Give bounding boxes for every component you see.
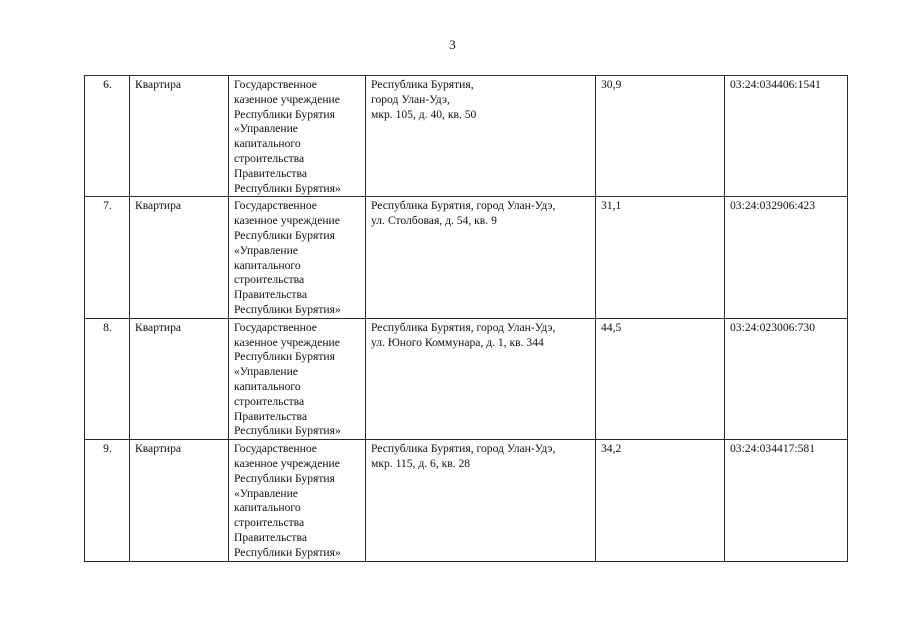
owner-line: Государственное bbox=[234, 199, 317, 213]
owner-line: капитального bbox=[234, 258, 301, 272]
object-type: Квартира bbox=[130, 318, 229, 439]
table-row bbox=[85, 318, 848, 439]
address-line: мкр. 115, д. 6, кв. 28 bbox=[371, 456, 471, 470]
owner-line: Республики Бурятия» bbox=[234, 424, 341, 438]
area-cell: 31,1 bbox=[596, 197, 725, 318]
owner-cell bbox=[229, 318, 366, 439]
owner-line: Правительства bbox=[234, 166, 307, 180]
address-line: Республика Бурятия, город Улан-Удэ, bbox=[371, 442, 556, 456]
owner-line: Правительства bbox=[234, 288, 307, 302]
table-row bbox=[85, 76, 848, 197]
address-cell bbox=[366, 440, 596, 561]
area-cell: 30,9 bbox=[596, 76, 725, 197]
object-type: Квартира bbox=[130, 440, 229, 561]
cadastral-number: 03:24:023006:730 bbox=[725, 318, 848, 439]
owner-line: Республики Бурятия bbox=[234, 107, 335, 121]
owner-line: «Управление bbox=[234, 122, 298, 136]
owner-line: казенное учреждение bbox=[234, 335, 340, 349]
address-line: мкр. 105, д. 40, кв. 50 bbox=[371, 107, 477, 121]
owner-line: капитального bbox=[234, 501, 301, 515]
owner-cell bbox=[229, 197, 366, 318]
address-line: Республика Бурятия, город Улан-Удэ, bbox=[371, 199, 556, 213]
property-registry-table bbox=[84, 75, 848, 562]
address-line: ул. Столбовая, д. 54, кв. 9 bbox=[371, 214, 497, 228]
owner-line: Республики Бурятия» bbox=[234, 545, 341, 559]
owner-line: Республики Бурятия» bbox=[234, 302, 341, 316]
owner-line: Государственное bbox=[234, 320, 317, 334]
table-row bbox=[85, 440, 848, 561]
owner-line: казенное учреждение bbox=[234, 214, 340, 228]
page-number: 3 bbox=[449, 37, 456, 52]
owner-line: строительства bbox=[234, 394, 305, 408]
owner-line: Государственное bbox=[234, 442, 317, 456]
row-number: 8. bbox=[85, 318, 130, 439]
address-line: город Улан-Удэ, bbox=[371, 92, 450, 106]
row-number: 9. bbox=[85, 440, 130, 561]
row-number: 6. bbox=[85, 76, 130, 197]
owner-line: казенное учреждение bbox=[234, 456, 340, 470]
owner-line: Республики Бурятия bbox=[234, 228, 335, 242]
address-line: Республика Бурятия, bbox=[371, 78, 474, 91]
owner-line: Республики Бурятия bbox=[234, 350, 335, 364]
cadastral-number: 03:24:034406:1541 bbox=[725, 76, 848, 197]
area-cell: 34,2 bbox=[596, 440, 725, 561]
address-line: ул. Юного Коммунара, д. 1, кв. 344 bbox=[371, 335, 544, 349]
owner-line: Государственное bbox=[234, 78, 317, 91]
address-cell bbox=[366, 76, 596, 197]
owner-line: Правительства bbox=[234, 530, 307, 544]
owner-line: Республики Бурятия» bbox=[234, 181, 341, 195]
owner-line: капитального bbox=[234, 137, 301, 151]
address-cell bbox=[366, 197, 596, 318]
owner-line: казенное учреждение bbox=[234, 92, 340, 106]
cadastral-number: 03:24:034417:581 bbox=[725, 440, 848, 561]
owner-line: Республики Бурятия bbox=[234, 471, 335, 485]
cadastral-number: 03:24:032906:423 bbox=[725, 197, 848, 318]
owner-line: «Управление bbox=[234, 243, 298, 257]
owner-line: строительства bbox=[234, 151, 305, 165]
owner-line: строительства bbox=[234, 273, 305, 287]
owner-line: капитального bbox=[234, 379, 301, 393]
owner-line: строительства bbox=[234, 516, 305, 530]
owner-cell bbox=[229, 440, 366, 561]
address-line: Республика Бурятия, город Улан-Удэ, bbox=[371, 320, 556, 334]
table-row bbox=[85, 197, 848, 318]
owner-line: «Управление bbox=[234, 486, 298, 500]
owner-line: «Управление bbox=[234, 365, 298, 379]
object-type: Квартира bbox=[130, 76, 229, 197]
owner-cell bbox=[229, 76, 366, 197]
object-type: Квартира bbox=[130, 197, 229, 318]
area-cell: 44,5 bbox=[596, 318, 725, 439]
owner-line: Правительства bbox=[234, 409, 307, 423]
row-number: 7. bbox=[85, 197, 130, 318]
address-cell bbox=[366, 318, 596, 439]
